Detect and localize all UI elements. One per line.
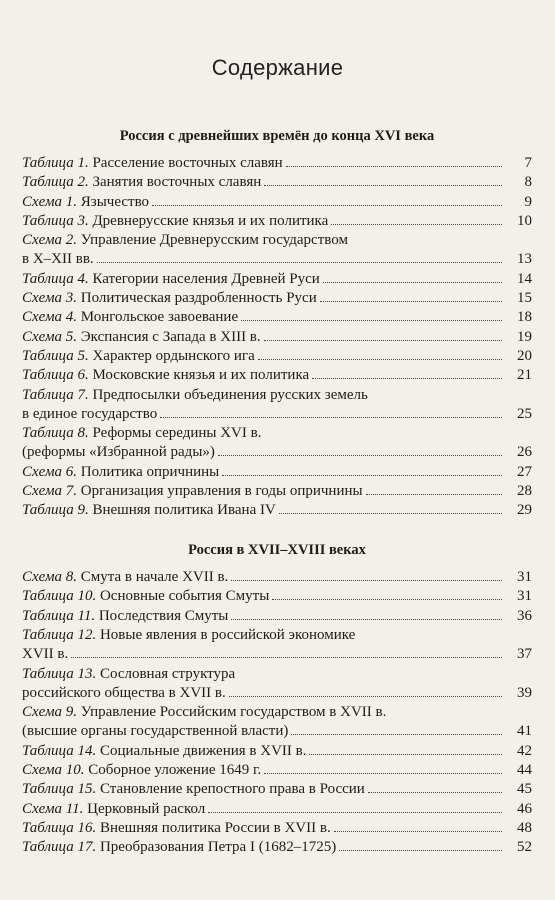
toc-entry[interactable] [22, 424, 532, 462]
page-number: 28 [517, 483, 532, 500]
entry-type: Схема 6. [22, 463, 81, 480]
entry-type: Схема 8. [22, 569, 81, 585]
entry-text [22, 212, 328, 231]
entry-text [22, 463, 219, 482]
dot-leader [264, 772, 502, 774]
entry-text [22, 722, 288, 741]
entry-title: в единое государство [22, 405, 158, 422]
dot-leader [222, 474, 502, 476]
entry-text [22, 761, 261, 780]
entry-title: Экспансия с Запада в XIII в. [80, 328, 261, 345]
entry-title: Реформы середины XVI в. [92, 425, 262, 442]
entry-text [22, 366, 309, 385]
entry-title: Политика опричнины [80, 463, 220, 480]
dot-leader [218, 454, 502, 456]
entry-type: Таблица 14. [22, 742, 100, 759]
toc-entry[interactable] [22, 173, 532, 192]
entry-title: Управление Древнерусским государством [80, 232, 348, 249]
page-number: 20 [517, 348, 532, 364]
entry-title: (высшие органы государственной власти) [22, 723, 289, 740]
entry-text [22, 645, 68, 664]
entry-title: Основные события Смуты [99, 588, 270, 605]
entry-text [22, 626, 355, 645]
entry-text [22, 443, 215, 462]
toc-entry[interactable] [22, 386, 532, 424]
entry-title: Московские князья и их политика [92, 367, 310, 384]
dot-leader [334, 830, 502, 832]
page-number: 9 [524, 193, 532, 210]
entry-type: Схема 1. [22, 193, 81, 210]
toc-entry[interactable] [22, 308, 532, 327]
entry-title: Монгольское завоевание [80, 309, 239, 326]
entry-title: Организация управления в годы опричнины [80, 483, 363, 500]
entry-text [22, 386, 368, 405]
entry-type: Таблица 6. [22, 367, 93, 384]
page-number: 18 [517, 309, 532, 326]
dot-leader [339, 849, 502, 851]
entry-text [22, 250, 94, 269]
entry-text [22, 742, 306, 761]
toc-entry[interactable] [22, 231, 532, 269]
dot-leader [323, 281, 502, 283]
page-number: 21 [517, 367, 532, 384]
entry-text [22, 587, 269, 606]
entry-title: Предпосылки объединения русских земель [92, 386, 368, 403]
toc-entry[interactable] [22, 800, 532, 819]
page-number: 41 [517, 723, 532, 740]
entry-title: Становление крепостного права в России [99, 781, 365, 798]
entry-text [22, 819, 331, 838]
entry-title: Древнерусские князья и их политика [92, 212, 329, 229]
toc-entry[interactable] [22, 501, 532, 520]
page-number: 29 [517, 502, 532, 519]
entry-title: Расселение восточных славян [92, 155, 283, 171]
entry-text [22, 703, 386, 722]
dot-leader [264, 339, 502, 341]
toc-entry[interactable] [22, 463, 532, 482]
page-number: 37 [517, 645, 532, 662]
entry-title: Политическая раздробленность Руси [80, 290, 317, 307]
entry-type: Схема 2. [22, 232, 81, 249]
entry-title: Управление Российским государством в XVII в. [80, 704, 387, 721]
entry-text [22, 838, 336, 857]
page-number: 14 [517, 270, 532, 287]
dot-leader [97, 261, 502, 263]
entry-text [22, 665, 235, 684]
entry-title: Внешняя политика России в XVII в. [99, 819, 331, 836]
dot-leader [279, 512, 502, 514]
page-number: 46 [517, 800, 532, 817]
entry-text [22, 193, 149, 212]
dot-leader [331, 223, 502, 225]
toc-entry[interactable] [22, 838, 532, 857]
entry-title: Характер ордынского ига [92, 348, 255, 364]
entry-title: Сословная структура [99, 665, 236, 682]
dot-leader [366, 493, 502, 495]
entry-type: Таблица 2. [22, 174, 93, 191]
entry-type: Схема 5. [22, 328, 81, 345]
dot-leader [368, 791, 502, 793]
entry-title: Социальные движения в XVII в. [99, 742, 307, 759]
page-number: 36 [517, 607, 532, 624]
section-heading: Россия в XVII–XVIII веках [188, 542, 366, 558]
entry-type: Таблица 16. [22, 819, 100, 836]
entry-text [22, 308, 238, 327]
dot-leader [231, 579, 502, 581]
toc-entry[interactable] [22, 328, 532, 347]
toc-entry[interactable] [22, 347, 532, 366]
entry-title: Занятия восточных славян [92, 174, 262, 191]
entry-title: Церковный раскол [87, 800, 206, 817]
entry-text [22, 154, 283, 173]
entry-title: Новые явления в российской экономике [99, 626, 356, 643]
entry-type: Таблица 3. [22, 212, 93, 229]
entry-title: Смута в начале XVII в. [80, 569, 229, 585]
entry-text [22, 173, 261, 192]
dot-leader [208, 811, 502, 813]
page-number: 27 [517, 463, 532, 480]
entry-title: (реформы «Избранной рады») [22, 444, 215, 461]
dot-leader [231, 618, 502, 620]
page-number: 39 [517, 684, 532, 701]
entry-text [22, 482, 363, 501]
toc-entry[interactable] [22, 568, 532, 587]
dot-leader [152, 204, 502, 206]
entry-type: Таблица 15. [22, 781, 100, 798]
entry-type: Таблица 8. [22, 425, 93, 442]
dot-leader [229, 695, 502, 697]
entry-text [22, 347, 255, 366]
entry-type: Схема 11. [22, 800, 88, 817]
entry-text [22, 270, 320, 289]
page-number: 7 [524, 155, 532, 171]
toc-entry[interactable] [22, 665, 532, 703]
entry-type: Таблица 12. [22, 626, 100, 643]
dot-leader [309, 753, 502, 755]
toc-entry[interactable] [22, 587, 532, 606]
dot-leader [286, 165, 502, 167]
toc-entry[interactable] [22, 819, 532, 838]
entry-type: Таблица 10. [22, 588, 100, 605]
entry-text [22, 405, 157, 424]
entry-text [22, 684, 226, 703]
entry-text [22, 607, 228, 626]
toc-entry[interactable] [22, 154, 532, 173]
toc-entry[interactable] [22, 626, 532, 664]
entry-text [22, 568, 228, 587]
toc-entry[interactable] [22, 761, 532, 780]
entry-title: в X–XII вв. [22, 251, 94, 268]
entry-type: Схема 4. [22, 309, 81, 326]
entry-text [22, 501, 276, 520]
entry-title: Категории населения Древней Руси [92, 270, 320, 287]
entry-type: Схема 7. [22, 483, 81, 500]
page-number: 52 [517, 839, 532, 856]
entry-title: Преобразования Петра I (1682–1725) [99, 839, 337, 856]
page-number: 8 [524, 174, 532, 191]
entry-type: Таблица 5. [22, 348, 93, 364]
entry-type: Схема 10. [22, 762, 89, 778]
dot-leader [160, 416, 502, 418]
toc-entry[interactable] [22, 193, 532, 212]
entry-title: российского общества в XVII в. [22, 684, 226, 701]
entry-text [22, 289, 317, 308]
page-number: 25 [517, 405, 532, 422]
page-number: 44 [517, 762, 532, 778]
entry-type: Схема 9. [22, 704, 81, 721]
page-number: 19 [517, 328, 532, 345]
toc-entry[interactable] [22, 607, 532, 626]
entry-title: XVII в. [22, 645, 69, 662]
entry-type: Таблица 7. [22, 386, 93, 403]
dot-leader [258, 358, 502, 360]
entry-type: Таблица 11. [22, 607, 99, 624]
entry-text [22, 231, 348, 250]
dot-leader [241, 319, 502, 321]
dot-leader [320, 300, 502, 302]
entry-type: Таблица 13. [22, 665, 100, 682]
entry-text [22, 328, 261, 347]
dot-leader [71, 656, 502, 658]
toc-entry[interactable] [22, 703, 532, 741]
page-number: 31 [517, 588, 532, 605]
toc-entry[interactable] [22, 742, 532, 761]
entry-type: Таблица 1. [22, 155, 93, 171]
toc-entry[interactable] [22, 212, 532, 231]
entry-type: Таблица 17. [22, 839, 100, 856]
entry-type: Таблица 4. [22, 270, 93, 287]
page-number: 10 [517, 212, 532, 229]
page-title: Содержание [211, 55, 344, 80]
entry-type: Схема 3. [22, 290, 81, 307]
entry-text [22, 800, 205, 819]
page-number: 42 [517, 742, 532, 759]
entry-text [22, 780, 365, 799]
toc-entry[interactable] [22, 366, 532, 385]
toc-entry[interactable] [22, 780, 532, 799]
page-number: 13 [517, 251, 532, 268]
entry-title: Язычество [80, 193, 150, 210]
toc-entry[interactable] [22, 289, 532, 308]
entry-type: Таблица 9. [22, 502, 93, 519]
entry-title: Внешняя политика Ивана IV [92, 502, 276, 519]
page-number: 45 [517, 781, 532, 798]
section-heading: Россия с древнейших времён до конца XVI века [119, 128, 435, 144]
dot-leader [264, 184, 502, 186]
page-number: 15 [517, 290, 532, 307]
entry-title: Последствия Смуты [98, 607, 229, 624]
toc-entry[interactable] [22, 482, 532, 501]
toc-entry[interactable] [22, 270, 532, 289]
dot-leader [272, 598, 502, 600]
page-number: 48 [517, 819, 532, 836]
page-number: 31 [517, 569, 532, 585]
page-number: 26 [517, 444, 532, 461]
dot-leader [291, 733, 502, 735]
entry-title: Соборное уложение 1649 г. [88, 762, 262, 778]
dot-leader [312, 377, 502, 379]
entry-text [22, 424, 261, 443]
